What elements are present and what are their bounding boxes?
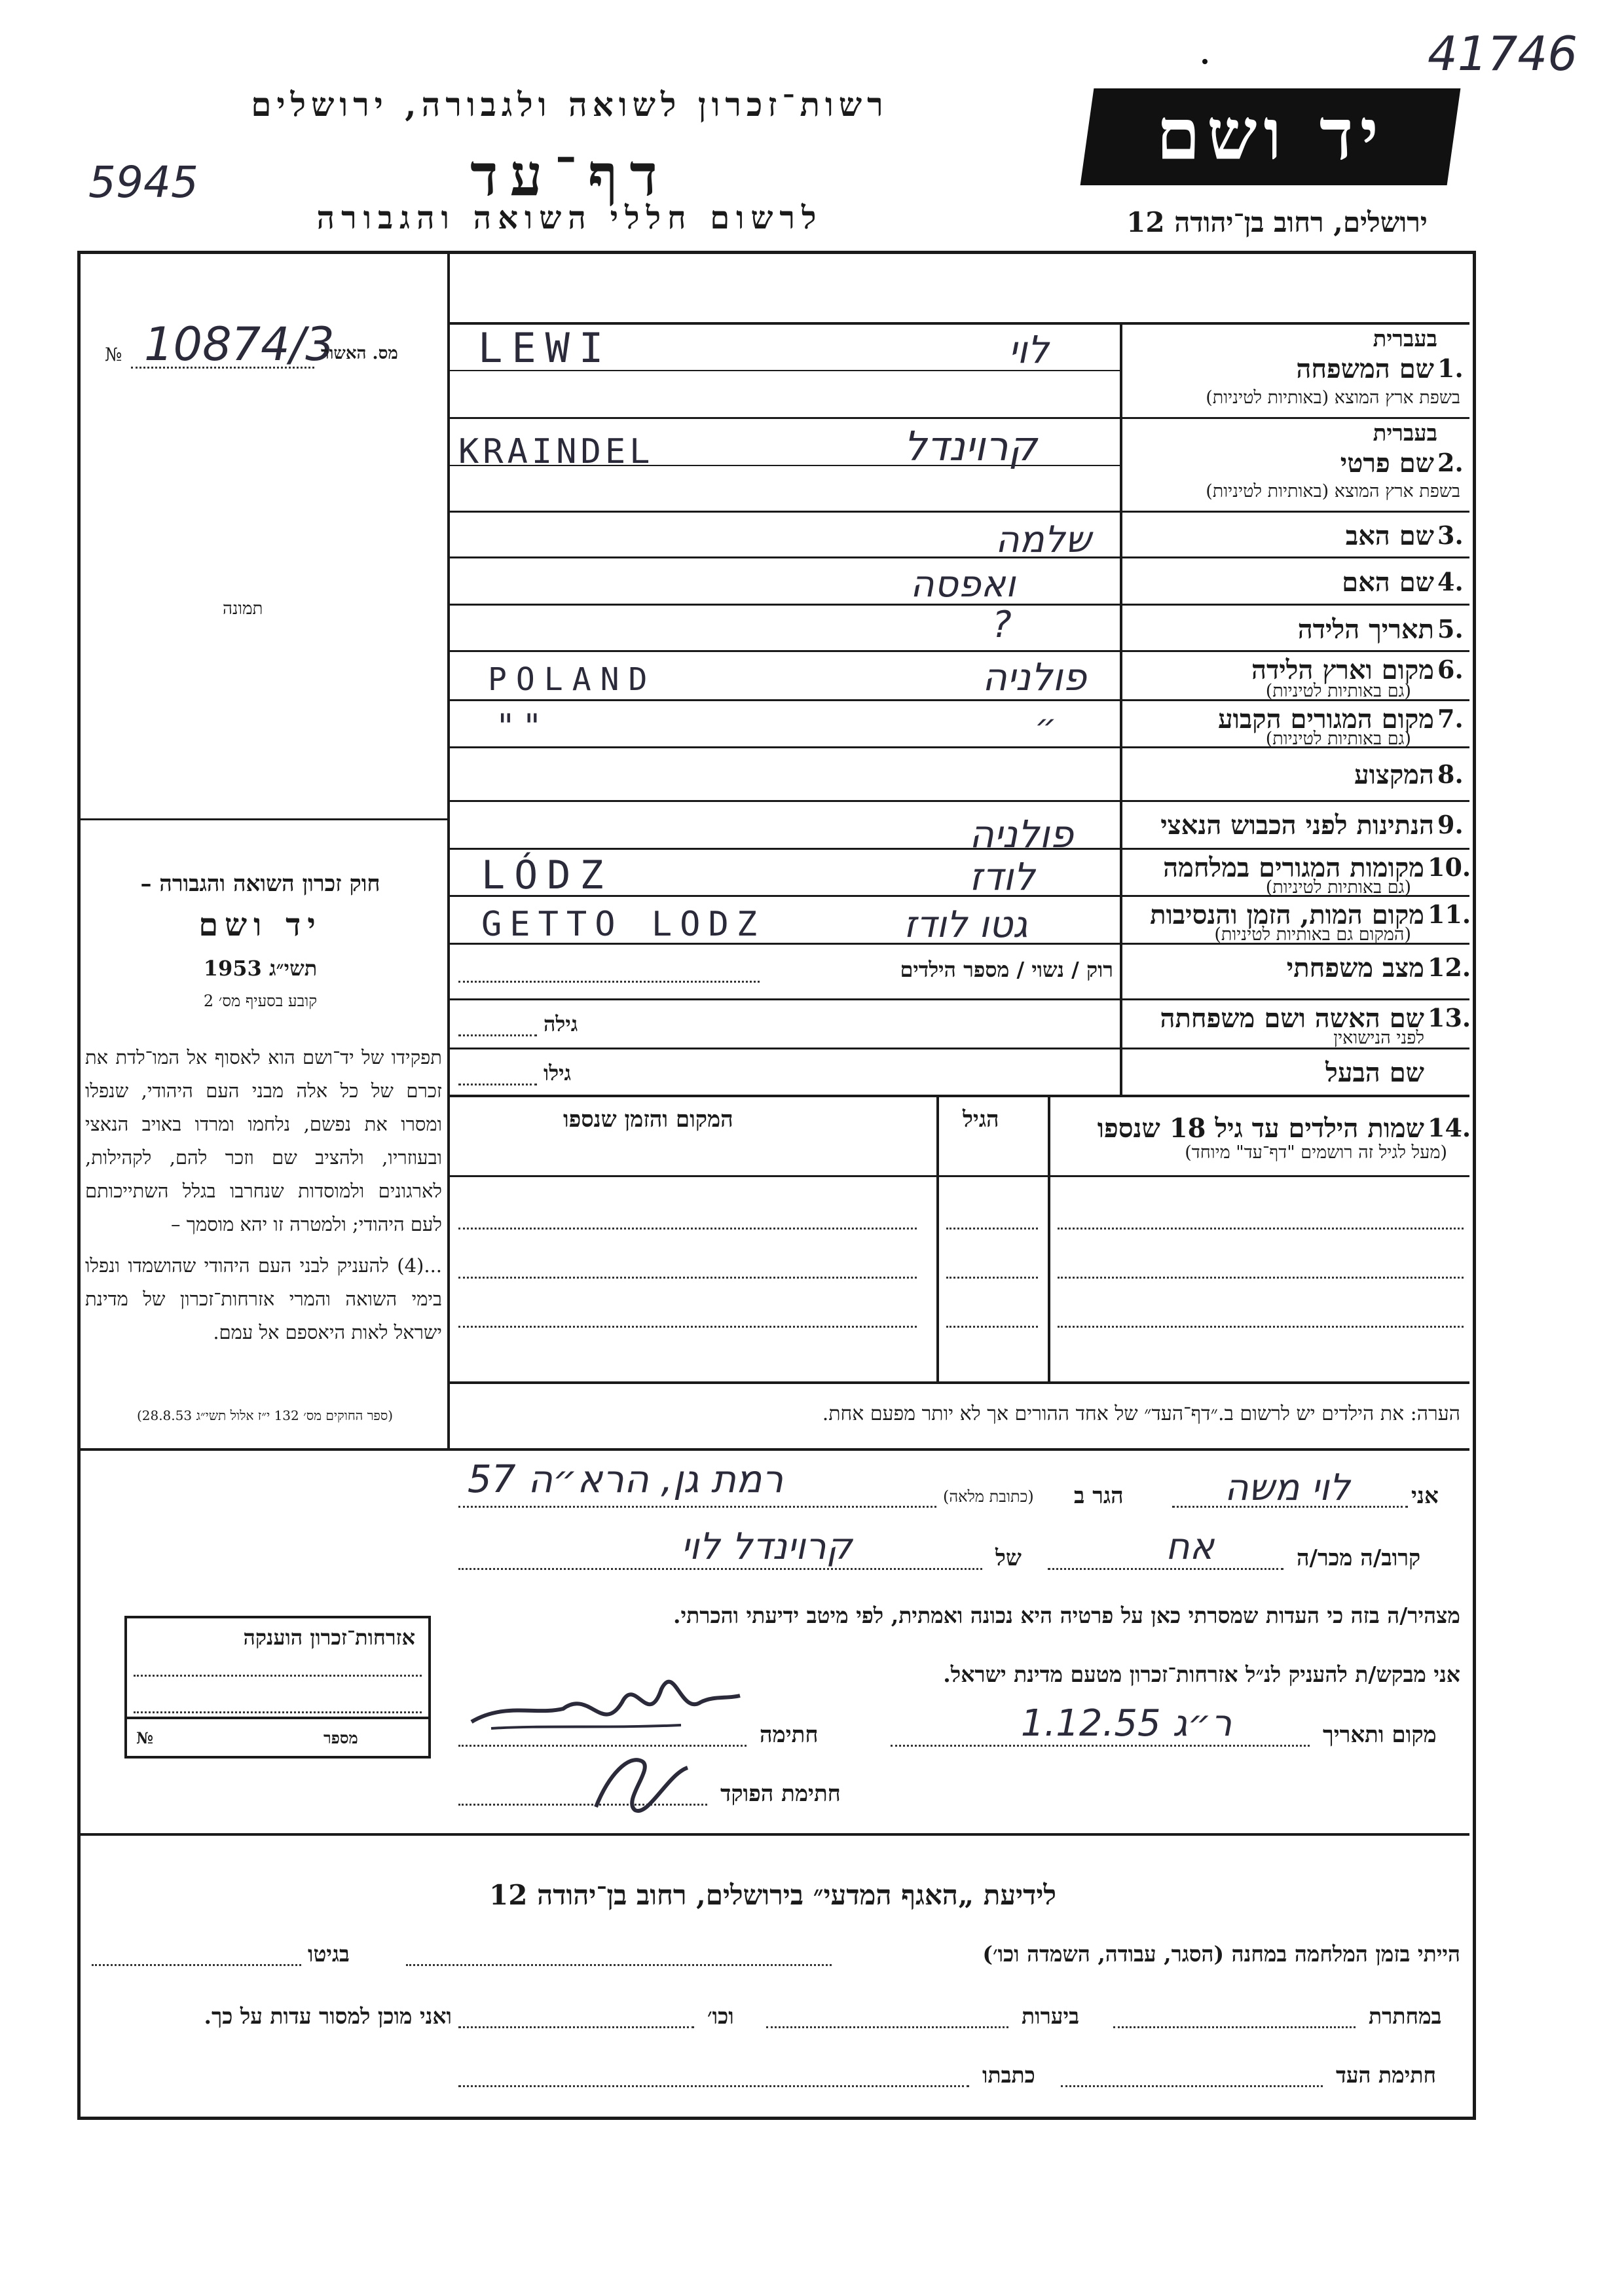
field-8-label: המקצוע <box>1354 759 1434 790</box>
field-9-number: 9. <box>1437 810 1464 839</box>
father-name: שלמה <box>995 519 1092 561</box>
surname-hebrew: לוי <box>1008 327 1049 372</box>
field-13-age-line <box>458 1034 537 1036</box>
birthplace-latin: POLAND <box>488 661 657 698</box>
declaration-relation: אח <box>1166 1525 1215 1568</box>
field-2-number: 2. <box>1437 448 1464 477</box>
birth-date: ? <box>992 604 1012 646</box>
logo-text: יד ושם <box>1156 94 1386 176</box>
birthplace-hebrew: פולניה <box>982 655 1087 699</box>
field-9-label: הנתינות לפני הכבוש הנאצי <box>1160 810 1434 841</box>
law-section: קובע בסעיף מס׳ 2 <box>203 992 318 1010</box>
photo-label: תמונה <box>223 599 263 619</box>
signature-label: חתימה <box>760 1722 819 1748</box>
field-1-lang: בעברית <box>1373 326 1437 352</box>
surname-latin: LEWI <box>478 324 613 372</box>
logo-address: ירושלים, רחוב בן־יהודה 12 <box>1126 206 1428 238</box>
death-place-hebrew: גטו לודז <box>904 903 1028 946</box>
children-col-place: המקום והזמן שנספו <box>563 1106 733 1133</box>
law-title: חוק זכרון השואה והגבורה – <box>140 871 380 897</box>
bottom-forests-label: ביערות <box>1022 2003 1080 2029</box>
ink-dot <box>1202 59 1208 64</box>
field-13-sub: לפני הנישואין <box>1333 1028 1424 1048</box>
husband-age-label: גילו <box>544 1061 572 1085</box>
field-12-number: 12. <box>1428 953 1471 982</box>
field-13-number: 13. <box>1428 1003 1471 1032</box>
field-4-label: שם האם <box>1342 567 1434 598</box>
field-7-number: 7. <box>1437 704 1464 733</box>
children-label: שמות הילדים עד גיל 18 שנספו <box>1097 1113 1424 1144</box>
children-sub: (מעל לגיל זה רושמים "דף־עד" מיוחד) <box>1185 1142 1447 1163</box>
approval-number-label: מס. האשור <box>321 344 398 363</box>
approval-underline <box>131 367 314 369</box>
husband-age-line <box>458 1084 537 1085</box>
field-12-label: מצב משפחתי <box>1286 953 1424 983</box>
archive-number: 41746 <box>1428 26 1578 81</box>
field-11-label: מקום המות, הזמן והנסיבות <box>1150 900 1424 930</box>
declaration-ani: אני <box>1411 1483 1439 1509</box>
margin-number: 5945 <box>88 157 198 208</box>
children-note: הערה: את הילדים יש לרשום ב.״דף־העד״ של אחד ההורים אך לא יותר מפעם אחת. <box>822 1402 1460 1425</box>
field-12-options: רוק / נשוי / מספר הילדים <box>900 957 1113 982</box>
place-date-value: ר״ג 1.12.55 <box>1020 1702 1232 1745</box>
citizenship-no-sign: № <box>136 1728 154 1747</box>
citizenship-number-label: מספר <box>323 1728 358 1747</box>
bottom-title: לידיעת „האגף המדעי״ בירושלים, רחוב בן־יהודה 12 <box>489 1879 1056 1911</box>
bottom-willing-label: ואני מוכן למסור עדות על כך. <box>204 2003 452 2029</box>
declaration-address-label: (כתובת מלאה) <box>943 1487 1034 1506</box>
field-2-sub: בשפת ארץ המוצא (באותיות לטיניות) <box>1206 481 1460 501</box>
declarant-address: רמת גן, הרא״ה 57 <box>467 1457 784 1501</box>
law-para-2: ...(4) להעניק לבני העם היהודי שהושמדו ונפלו בימי השואה והמרי אזרחות־זכרון של מדינת ישראל לאות היאספם אל עמם. <box>85 1254 442 1343</box>
field-5-number: 5. <box>1437 614 1464 644</box>
firstname-hebrew: קרוינדל <box>904 422 1037 470</box>
bottom-address-label: כתבתו <box>982 2062 1035 2088</box>
photo-box-bottom <box>77 818 448 820</box>
citizenship-box-title: אזרחות־זכרון הוענקה <box>243 1625 415 1650</box>
residence-hebrew: ״ <box>1035 707 1057 746</box>
approval-no-sign: № <box>105 344 122 365</box>
law-name: יד ושם <box>198 907 322 943</box>
residence-latin: " " <box>498 707 540 746</box>
field-2-lang: בעברית <box>1373 420 1437 446</box>
bottom-witness-signature-label: חתימת העד <box>1336 2062 1437 2088</box>
law-year: תשי״ג 1953 <box>203 956 318 981</box>
field-8-number: 8. <box>1437 759 1464 789</box>
field-1-number: 1. <box>1437 354 1464 383</box>
bottom-camp-label: הייתי בזמן המלחמה במחנה (הסגר, עבודה, השמדה וכו׳) <box>982 1941 1460 1967</box>
declarant-name: לוי משה <box>1225 1467 1350 1509</box>
declaration-relation-label: קרוב/ה מכר/ה <box>1297 1545 1421 1571</box>
field-10-label: מקומות המגורים במלחמה <box>1163 852 1424 883</box>
label-column-divider <box>1120 322 1122 1095</box>
declaration-of-value: קרוינדל לוי <box>681 1525 853 1568</box>
place-date-label: מקום ותאריך <box>1323 1722 1437 1748</box>
law-source: (ספר החוקים מס׳ 132 י״ז אלול תשי״ג 28.8.53) <box>136 1408 394 1423</box>
field-7-sub: (גם באותיות לטיניות) <box>1265 729 1411 749</box>
children-col-age: הגיל <box>963 1106 999 1133</box>
wartime-place-hebrew: לודז <box>969 854 1035 899</box>
declaration-statement-2: אני מבקש/ת להעניק לנ״ל אזרחות־זכרון מטעם מדינת ישראל. <box>943 1662 1460 1687</box>
field-12-children-line <box>458 981 760 983</box>
bottom-ghetto-label: בגיטו <box>308 1941 350 1967</box>
death-place-latin: GETTO LODZ <box>481 905 766 944</box>
field-11-sub: (המקום גם באותיות לטיניות) <box>1214 924 1411 945</box>
yad-vashem-logo <box>1080 88 1461 185</box>
field-3-label: שם האב <box>1345 520 1434 551</box>
field-10-number: 10. <box>1428 852 1471 882</box>
inspector-label: חתימת הפוקד <box>720 1781 841 1807</box>
citizenship-box <box>124 1616 431 1758</box>
field-1-label: שם המשפחה <box>1296 354 1434 384</box>
field-4-number: 4. <box>1437 567 1464 596</box>
field-6-sub: (גם באותיות לטיניות) <box>1265 681 1411 701</box>
bottom-underground-label: במחתרת <box>1369 2003 1442 2029</box>
field-6-number: 6. <box>1437 655 1464 684</box>
field-6-label: מקום וארץ הלידה <box>1251 655 1434 685</box>
field-5-label: תאריך הלידה <box>1297 614 1434 645</box>
bottom-etc-label: וכו׳ <box>707 2003 734 2029</box>
form-subtitle: לרשום חללי השואה והגבורה <box>316 200 823 236</box>
field-11-number: 11. <box>1428 900 1471 929</box>
declarant-signature <box>465 1663 747 1748</box>
field-13-label: שם האשה ושם משפחתה <box>1160 1003 1424 1034</box>
field-7-label: מקום המגורים הקבוע <box>1218 704 1434 735</box>
firstname-latin: KRAINDEL <box>458 432 654 471</box>
husband-label: שם הבעל <box>1325 1057 1424 1088</box>
declaration-statement-1: מצהיר/ה בזה כי העדות שמסרתי כאן על פרטיה היא נכונה ואמתית, לפי מיטב ידיעתי והכרתי. <box>673 1603 1460 1628</box>
approval-number-value: 10874/3 <box>144 318 335 371</box>
field-1-sub: בשפת ארץ המוצא (באותיות לטיניות) <box>1206 388 1460 408</box>
field-3-number: 3. <box>1437 520 1464 550</box>
form-title: דף־עד <box>470 141 669 209</box>
field-10-sub: (גם באותיות לטיניות) <box>1265 877 1411 898</box>
field-14-number: 14. <box>1428 1113 1471 1142</box>
authority-name: רשות־זכרון לשואה ולגבורה, ירושלים <box>251 85 889 124</box>
mother-name: ואפסה <box>910 563 1016 606</box>
left-column-divider <box>447 251 450 1449</box>
law-para-1: תפקידו של יד־ושם הוא לאסוף אל המו־לדת את זכרם של כל אלה מבני העם היהודי, שנפלו ומסרו את נפשם, נלחמו ומרדו באויב הנאצי ובעוזריו, ולהציב שם וזכר להם, לקהילות, לארגונים ולמוסדות שנחרבו בגלל השתייכותם לעם היהודי; ולמטרה זו יהא מוסמך – <box>85 1046 442 1235</box>
citizenship-value: פולניה <box>969 812 1074 856</box>
wartime-place-latin: LÓDZ <box>481 852 613 898</box>
field-13-age-label: גילה <box>544 1011 578 1036</box>
declaration-of: של <box>995 1545 1022 1571</box>
inspector-signature <box>583 1748 701 1820</box>
field-2-label: שם פרטי <box>1340 448 1434 479</box>
declaration-residing: הגר ב <box>1074 1483 1124 1509</box>
